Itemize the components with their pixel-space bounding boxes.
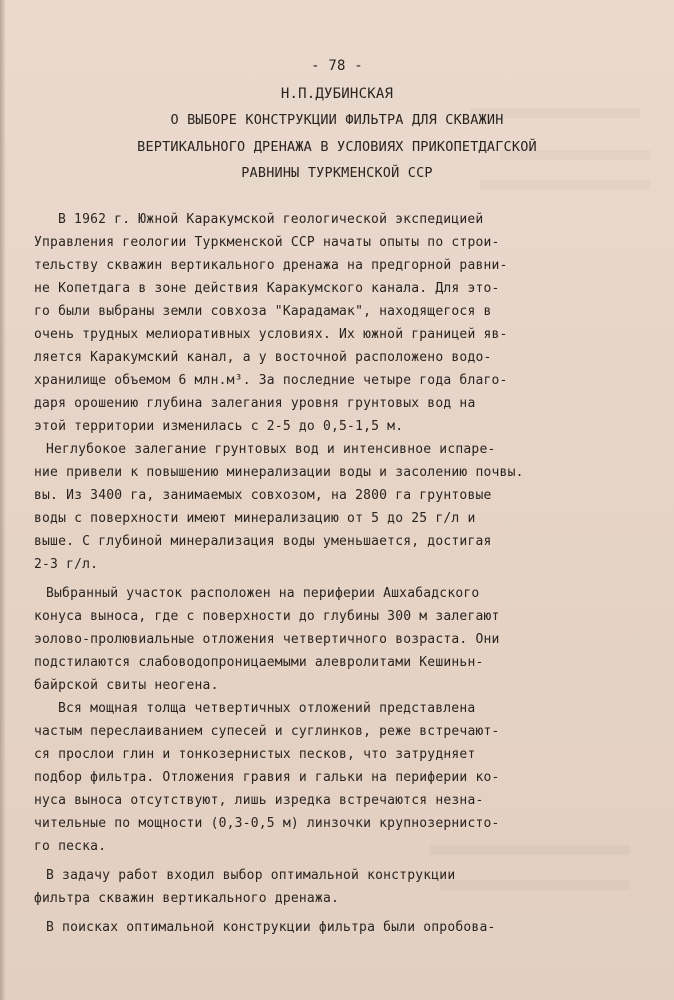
body-line: чительные по мощности (0,3-0,5 м) линзочки крупнозернисто- — [34, 816, 500, 831]
body-line: конуса выноса, где с поверхности до глубины 300 м залегают — [34, 609, 500, 624]
body-line: В поисках оптимальной конструкции фильтра были опробова- — [46, 920, 496, 935]
body-line: очень трудных мелиоративных условиях. Их южной границей яв- — [34, 327, 508, 342]
title-line: ВЕРТИКАЛЬНОГО ДРЕНАЖА В УСЛОВИЯХ ПРИКОПЕТДАГСКОЙ — [137, 139, 537, 155]
body-line: Управления геологии Туркменской ССР начаты опыты по строи- — [34, 235, 500, 250]
body-line: го были выбраны земли совхоза "Карадамак", находящегося в — [34, 304, 492, 319]
author-name: Н.П.ДУБИНСКАЯ — [280, 86, 394, 102]
body-line: ние привели к повышению минерализации воды и засолению почвы. — [34, 465, 524, 480]
body-line: частым переслаиванием супесей и суглинков, реже встречают- — [34, 724, 500, 739]
body-line: ся прослои глин и тонкозернистых песков, что затрудняет — [34, 747, 476, 762]
body-line: байрской свиты неогена. — [34, 678, 219, 693]
body-line: выше. С глубиной минерализация воды уменьшается, достигая — [34, 534, 492, 549]
body-line: фильтра скважин вертикального дренажа. — [34, 891, 340, 906]
body-line: этой территории изменилась с 2-5 до 0,5-1,5 м. — [34, 419, 404, 434]
bleed-through-mark — [480, 180, 650, 190]
body-line: тельству скважин вертикального дренажа на предгорной равни- — [34, 258, 508, 273]
body-line: эолово-пролювиальные отложения четвертичного возраста. Они — [34, 632, 500, 647]
body-line: не Копетдага в зоне действия Каракумского канала. Для это- — [34, 281, 500, 296]
body-line: Неглубокое залегание грунтовых вод и интенсивное испаре- — [46, 442, 496, 457]
body-line: 2-3 г/л. — [34, 557, 99, 572]
title-line: О ВЫБОРЕ КОНСТРУКЦИИ ФИЛЬТРА ДЛЯ СКВАЖИН — [170, 112, 504, 128]
bleed-through-mark — [440, 880, 630, 890]
body-line: подстилаются слабоводопроницаемыми алевролитами Кешиньн- — [34, 655, 484, 670]
body-line: подбор фильтра. Отложения гравия и гальки на периферии ко- — [34, 770, 500, 785]
body-line: Вся мощная толща четвертичных отложений представлена — [58, 701, 476, 716]
body-line: В 1962 г. Южной Каракумской геологической экспедицией — [58, 212, 484, 227]
body-line: го песка. — [34, 839, 107, 854]
title-line: РАВНИНЫ ТУРКМЕНСКОЙ ССР — [241, 165, 433, 181]
body-line: вы. Из 3400 га, занимаемых совхозом, на 2800 га грунтовые — [34, 488, 492, 503]
bleed-through-mark — [430, 845, 630, 855]
body-line: ляется Каракумский канал, а у восточной расположено водо- — [34, 350, 492, 365]
body-line: воды с поверхности имеют минерализацию от 5 до 25 г/л и — [34, 511, 476, 526]
body-line: В задачу работ входил выбор оптимальной конструкции — [46, 868, 456, 883]
body-line: нуса выноса отсутствуют, лишь изредка встречаются незна- — [34, 793, 484, 808]
page-number: - 78 - — [311, 58, 363, 74]
body-line: даря орошению глубина залегания уровня грунтовых вод на — [34, 396, 476, 411]
body-line: хранилище объемом 6 млн.м³. За последние четыре года благо- — [34, 373, 508, 388]
body-line: Выбранный участок расположен на периферии Ашхабадского — [46, 586, 480, 601]
